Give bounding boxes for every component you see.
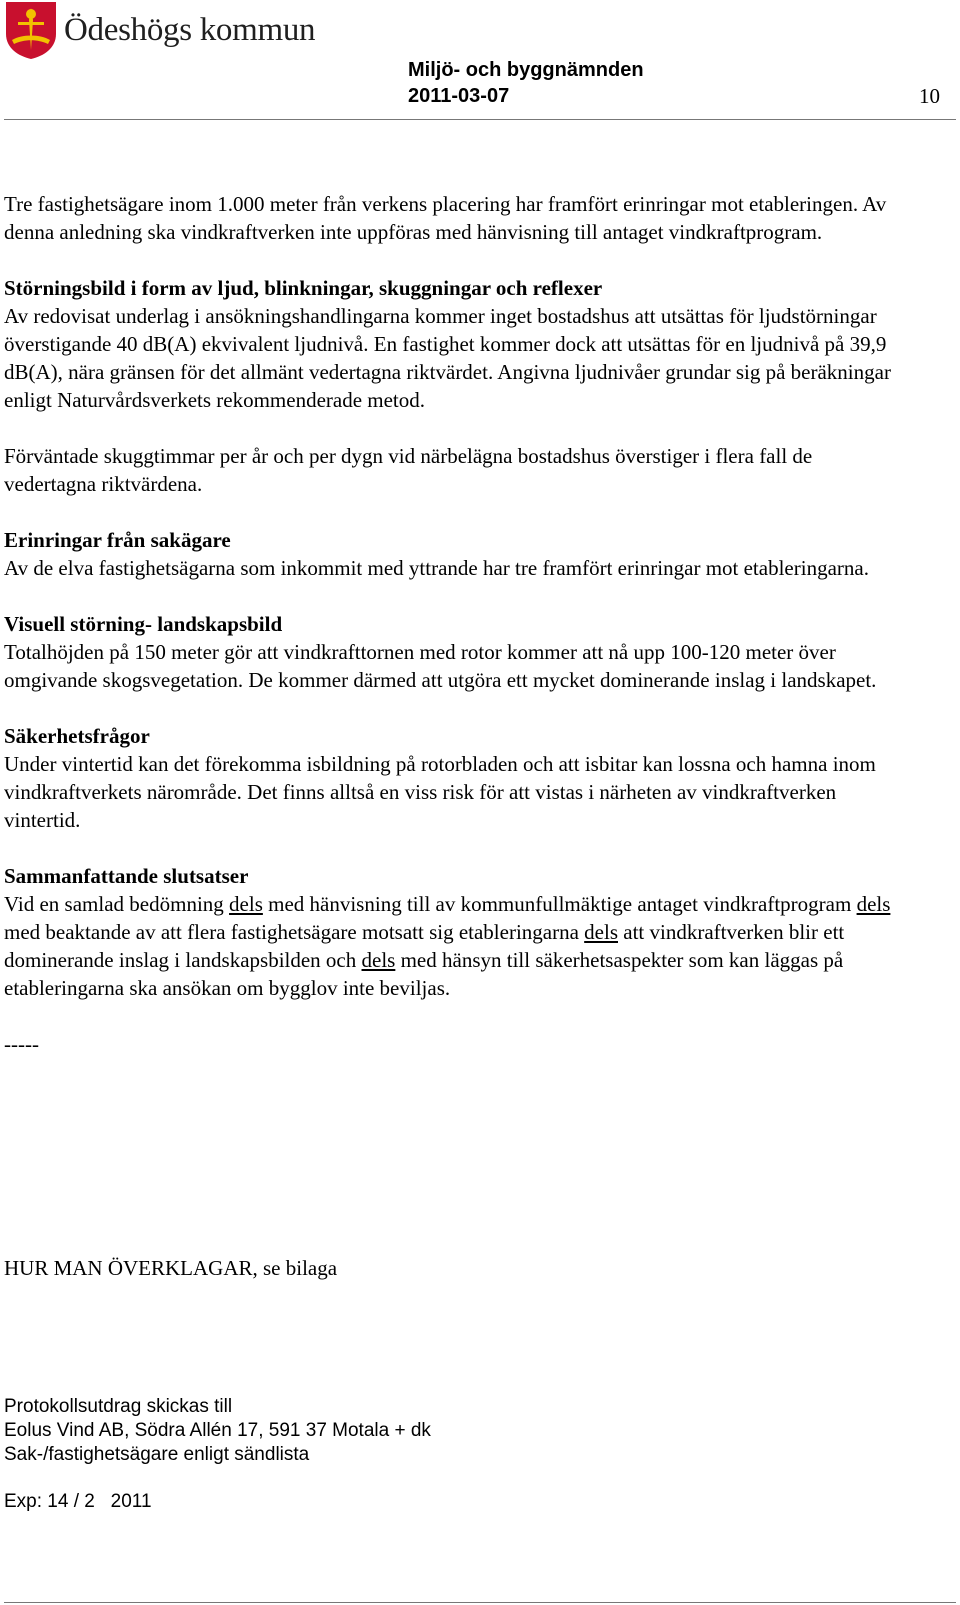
page-number: 10 (919, 84, 940, 108)
visual-text: Totalhöjden på 150 meter gör att vindkrafttornen med rotor kommer att nå upp 100-120 meter över omgivande skogsvegetation. De kommer därmed att utgöra ett mycket dominerande inslag i landskapet. (4, 640, 877, 692)
recipient-owners: Sak-/fastighetsägare enligt sändlista (4, 1444, 310, 1465)
dels-underlined: dels (361, 948, 396, 972)
footer-divider (4, 1602, 956, 1603)
safety-section (4, 722, 904, 834)
committee-name: Miljö- och byggnämnden (408, 59, 644, 81)
visual-heading: Visuell störning- landskapsbild (4, 612, 283, 636)
noise-section (4, 274, 904, 414)
noise-text: Av redovisat underlag i ansökningshandlingarna kommer inget bostadshus att utsättas för ljudstörningar överstigande 40 dB(A) ekvivalent ljudnivå. En fastighet kommer dock att utsättas för en ljudnivå på 39,9 dB(A), nära gränsen för det allmänt vedertagna riktvärdet. Angivna ljudnivåer grundar sig på beräkningar enligt Naturvårdsverkets rekommenderade metod. (4, 304, 891, 412)
intro-paragraph: Tre fastighetsägare inom 1.000 meter från verkens placering har framfört erinringar mot etableringen. Av denna anledning ska vindkraftverken inte uppföras med hänvisning till antaget vindkraftprogram. (4, 192, 887, 244)
dels-underlined: dels (856, 892, 891, 916)
summary-text-part: med beaktande av att flera fastighetsägare motsatt sig etableringarna (4, 920, 585, 944)
summary-text (4, 892, 890, 1000)
visual-section (4, 610, 904, 694)
document-body (4, 190, 904, 1086)
summary-text-part: Vid en samlad bedömning (4, 892, 230, 916)
objections-heading: Erinringar från sakägare (4, 528, 231, 552)
dels-underlined: dels (229, 892, 263, 916)
summary-text-part: med hänvisning till av kommunfullmäktige antaget vindkraftprogram (262, 892, 857, 916)
recipient-eolus: Eolus Vind AB, Södra Allén 17, 591 37 Motala + dk (4, 1420, 431, 1441)
appeal-notice: HUR MAN ÖVERKLAGAR, se bilaga (4, 1256, 338, 1280)
objections-section (4, 526, 904, 582)
separator-dashes: ----- (4, 1032, 39, 1056)
summary-section (4, 862, 904, 1002)
summary-text-part: att vindkraftverken blir ett dominerande inslag i landskapsbilden och (4, 920, 845, 972)
noise-heading: Störningsbild i form av ljud, blinkningar, skuggningar och reflexer (4, 276, 603, 300)
objections-text: Av de elva fastighetsägarna som inkommit med yttrande har tre framfört erinringar mot etableringarna. (4, 556, 869, 580)
safety-heading: Säkerhetsfrågor (4, 724, 150, 748)
shadow-paragraph: Förväntade skuggtimmar per år och per dygn vid närbelägna bostadshus överstiger i flera fall de vedertagna riktvärdena. (4, 444, 813, 496)
logo-text: Ödeshögs kommun (64, 12, 316, 48)
municipal-coat-of-arms-icon (4, 0, 58, 60)
expedition-date: Exp: 14 / 2 2011 (4, 1491, 152, 1512)
safety-text: Under vintertid kan det förekomma isbildning på rotorbladen och att isbitar kan lossna och hamna inom vindkraftverkets närområde. Det finns alltså en viss risk för att vistas i närheten av vindkraftverken vintertid. (4, 752, 876, 832)
header-divider (4, 119, 956, 120)
municipality-logo (4, 0, 316, 62)
dels-underlined: dels (584, 920, 618, 944)
distribution-list (4, 1395, 431, 1467)
distribution-label: Protokollsutdrag skickas till (4, 1396, 233, 1417)
summary-text-part: med hänsyn till säkerhetsaspekter som kan läggas på etableringarna ska ansökan om bygglov inte beviljas. (4, 948, 844, 1000)
summary-heading: Sammanfattande slutsatser (4, 864, 249, 888)
meeting-date: 2011-03-07 (408, 85, 510, 107)
